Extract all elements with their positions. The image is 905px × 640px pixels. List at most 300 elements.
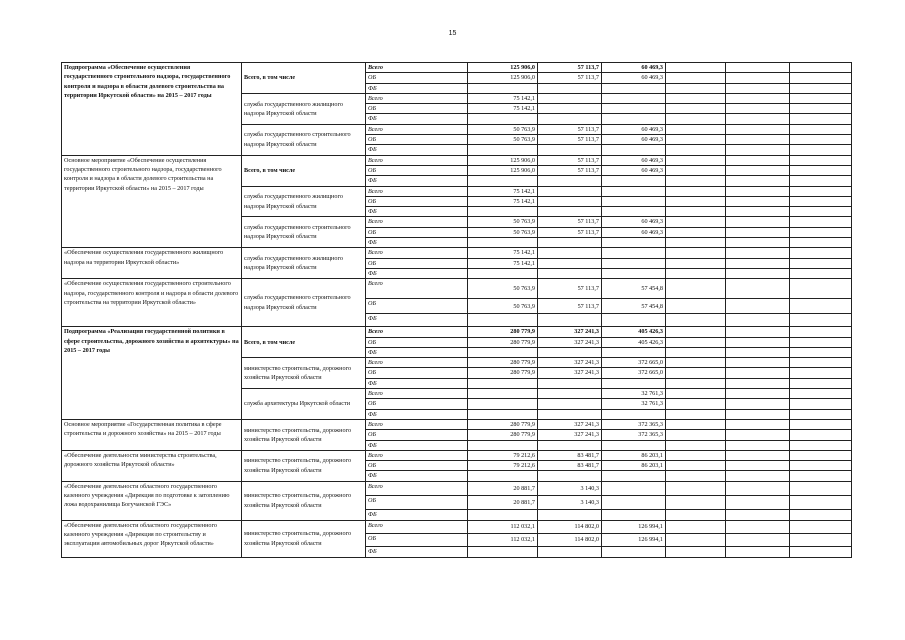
empty-cell <box>790 238 852 248</box>
value-2015-cell: 112 032,1 <box>468 533 538 546</box>
value-2017-cell: 60 469,3 <box>602 155 666 165</box>
empty-cell <box>666 207 726 217</box>
program-name-cell: Подпрограмма «Обеспечение осуществления государственного строительного надзора, государственного контроля и надзора в области долевого строительства на территории Иркутской области» на 2015 – 2017 годы <box>62 63 242 156</box>
value-2017-cell: 372 365,3 <box>602 419 666 429</box>
empty-cell <box>666 186 726 196</box>
executor-cell: служба государственного строительного надзора Иркутской области <box>242 217 366 248</box>
value-2016-cell: 57 113,7 <box>538 217 602 227</box>
empty-cell <box>790 196 852 206</box>
empty-cell <box>790 63 852 73</box>
empty-cell <box>726 389 790 399</box>
empty-cell <box>790 481 852 495</box>
value-2017-cell <box>602 83 666 93</box>
funding-source-cell: Всего <box>366 520 468 533</box>
value-2016-cell <box>538 176 602 186</box>
value-2016-cell: 57 113,7 <box>538 279 602 299</box>
value-2017-cell: 32 761,3 <box>602 389 666 399</box>
funding-source-cell: Всего <box>366 217 468 227</box>
empty-cell <box>666 176 726 186</box>
empty-cell <box>726 227 790 237</box>
empty-cell <box>726 155 790 165</box>
value-2017-cell <box>602 471 666 481</box>
empty-cell <box>790 337 852 347</box>
value-2015-cell <box>468 83 538 93</box>
value-2017-cell: 405 426,3 <box>602 337 666 347</box>
value-2016-cell: 3 140,3 <box>538 481 602 495</box>
table-row <box>62 520 852 533</box>
value-2017-cell: 60 469,3 <box>602 165 666 175</box>
value-2017-cell <box>602 495 666 509</box>
table-row <box>62 248 852 258</box>
value-2017-cell <box>602 409 666 419</box>
funding-source-cell: ОБ <box>366 258 468 268</box>
empty-cell <box>790 104 852 114</box>
empty-cell <box>790 165 852 175</box>
value-2016-cell <box>538 347 602 357</box>
value-2017-cell: 405 426,3 <box>602 327 666 337</box>
empty-cell <box>666 196 726 206</box>
value-2015-cell <box>468 114 538 124</box>
value-2016-cell: 327 241,3 <box>538 337 602 347</box>
value-2016-cell: 83 481,7 <box>538 450 602 460</box>
funding-source-cell: ФБ <box>366 440 468 450</box>
value-2016-cell <box>538 258 602 268</box>
value-2017-cell: 126 994,1 <box>602 520 666 533</box>
value-2015-cell: 50 763,9 <box>468 227 538 237</box>
empty-cell <box>666 238 726 248</box>
funding-source-cell: ФБ <box>366 268 468 278</box>
value-2015-cell: 280 779,9 <box>468 337 538 347</box>
funding-source-cell: ОБ <box>366 461 468 471</box>
empty-cell <box>790 83 852 93</box>
value-2015-cell: 50 763,9 <box>468 217 538 227</box>
funding-source-cell: Всего <box>366 186 468 196</box>
empty-cell <box>790 248 852 258</box>
funding-source-cell: ФБ <box>366 145 468 155</box>
executor-cell: служба государственного жилищного надзора Иркутской области <box>242 186 366 217</box>
empty-cell <box>790 207 852 217</box>
empty-cell <box>790 176 852 186</box>
program-name-cell: «Обеспечение осуществления государственного жилищного надзора на территории Иркутской области» <box>62 248 242 279</box>
empty-cell <box>726 114 790 124</box>
program-name-cell: Основное мероприятие «Обеспечение осуществления государственного строительного надзора, государственного контроля и надзора в области долевого строительства на территории Иркутской области» на 2015 – 2017 годы <box>62 155 242 248</box>
value-2015-cell: 280 779,9 <box>468 419 538 429</box>
table-row <box>62 63 852 73</box>
empty-cell <box>666 358 726 368</box>
value-2015-cell <box>468 347 538 357</box>
executor-cell: Всего, в том числе <box>242 155 366 186</box>
value-2016-cell <box>538 238 602 248</box>
value-2016-cell <box>538 83 602 93</box>
value-2016-cell: 327 241,3 <box>538 368 602 378</box>
funding-source-cell: ОБ <box>366 135 468 145</box>
value-2015-cell <box>468 440 538 450</box>
value-2015-cell: 112 032,1 <box>468 520 538 533</box>
value-2015-cell <box>468 378 538 388</box>
empty-cell <box>666 217 726 227</box>
empty-cell <box>790 135 852 145</box>
value-2016-cell: 57 113,7 <box>538 135 602 145</box>
empty-cell <box>790 93 852 103</box>
value-2015-cell: 75 142,1 <box>468 186 538 196</box>
value-2015-cell: 280 779,9 <box>468 327 538 337</box>
empty-cell <box>790 389 852 399</box>
funding-source-cell: ФБ <box>366 314 468 327</box>
empty-cell <box>726 299 790 314</box>
funding-source-cell: ФБ <box>366 83 468 93</box>
value-2015-cell: 280 779,9 <box>468 430 538 440</box>
empty-cell <box>790 227 852 237</box>
budget-table <box>61 62 852 558</box>
empty-cell <box>726 63 790 73</box>
empty-cell <box>666 314 726 327</box>
empty-cell <box>790 155 852 165</box>
empty-cell <box>790 546 852 557</box>
executor-cell: Всего, в том числе <box>242 63 366 94</box>
funding-source-cell: Всего <box>366 327 468 337</box>
empty-cell <box>790 314 852 327</box>
funding-source-cell: ФБ <box>366 114 468 124</box>
executor-cell: служба архитектуры Иркутской области <box>242 389 366 420</box>
empty-cell <box>726 495 790 509</box>
value-2017-cell: 60 469,3 <box>602 73 666 83</box>
value-2017-cell <box>602 248 666 258</box>
value-2017-cell <box>602 145 666 155</box>
empty-cell <box>726 520 790 533</box>
empty-cell <box>666 104 726 114</box>
empty-cell <box>666 279 726 299</box>
empty-cell <box>666 509 726 520</box>
value-2017-cell <box>602 378 666 388</box>
funding-source-cell: Всего <box>366 248 468 258</box>
empty-cell <box>666 495 726 509</box>
value-2016-cell: 57 113,7 <box>538 165 602 175</box>
empty-cell <box>790 347 852 357</box>
funding-source-cell: ФБ <box>366 546 468 557</box>
funding-source-cell: Всего <box>366 124 468 134</box>
table-row <box>62 419 852 429</box>
empty-cell <box>726 399 790 409</box>
empty-cell <box>726 145 790 155</box>
value-2016-cell <box>538 440 602 450</box>
empty-cell <box>666 461 726 471</box>
empty-cell <box>790 114 852 124</box>
value-2016-cell <box>538 409 602 419</box>
funding-source-cell: ОБ <box>366 368 468 378</box>
empty-cell <box>726 327 790 337</box>
value-2017-cell <box>602 207 666 217</box>
empty-cell <box>666 399 726 409</box>
empty-cell <box>726 186 790 196</box>
table-row <box>62 155 852 165</box>
funding-source-cell: ФБ <box>366 238 468 248</box>
value-2015-cell: 125 906,0 <box>468 165 538 175</box>
empty-cell <box>726 165 790 175</box>
value-2015-cell <box>468 546 538 557</box>
value-2016-cell: 57 113,7 <box>538 155 602 165</box>
value-2016-cell: 114 802,0 <box>538 533 602 546</box>
value-2016-cell: 114 802,0 <box>538 520 602 533</box>
empty-cell <box>666 165 726 175</box>
empty-cell <box>790 440 852 450</box>
empty-cell <box>790 471 852 481</box>
value-2017-cell <box>602 546 666 557</box>
value-2015-cell: 50 763,9 <box>468 279 538 299</box>
value-2016-cell <box>538 248 602 258</box>
table-row <box>62 481 852 495</box>
value-2017-cell: 57 454,8 <box>602 299 666 314</box>
program-name-cell: «Обеспечение деятельности министерства строительства, дорожного хозяйства Иркутской области» <box>62 450 242 481</box>
empty-cell <box>726 430 790 440</box>
value-2017-cell: 372 665,0 <box>602 358 666 368</box>
empty-cell <box>790 461 852 471</box>
value-2016-cell: 57 113,7 <box>538 73 602 83</box>
funding-source-cell: ФБ <box>366 509 468 520</box>
value-2017-cell: 60 469,3 <box>602 227 666 237</box>
program-name-cell: «Обеспечение деятельности областного государственного казенного учреждения «Дирекция по строительству и эксплуатации автомобильных дорог Иркутской области» <box>62 520 242 557</box>
empty-cell <box>726 481 790 495</box>
empty-cell <box>666 378 726 388</box>
empty-cell <box>726 135 790 145</box>
empty-cell <box>666 93 726 103</box>
empty-cell <box>666 471 726 481</box>
value-2016-cell <box>538 509 602 520</box>
value-2016-cell <box>538 114 602 124</box>
executor-cell: Всего, в том числе <box>242 327 366 358</box>
empty-cell <box>666 481 726 495</box>
empty-cell <box>790 378 852 388</box>
value-2016-cell <box>538 399 602 409</box>
value-2017-cell <box>602 258 666 268</box>
empty-cell <box>726 461 790 471</box>
funding-source-cell: Всего <box>366 93 468 103</box>
table-row <box>62 327 852 337</box>
value-2015-cell <box>468 268 538 278</box>
value-2017-cell <box>602 440 666 450</box>
value-2016-cell <box>538 186 602 196</box>
empty-cell <box>666 430 726 440</box>
value-2017-cell: 86 203,1 <box>602 450 666 460</box>
value-2015-cell <box>468 176 538 186</box>
executor-cell: министерство строительства, дорожного хозяйства Иркутской области <box>242 419 366 450</box>
value-2016-cell: 327 241,3 <box>538 327 602 337</box>
value-2015-cell: 280 779,9 <box>468 368 538 378</box>
empty-cell <box>666 63 726 73</box>
empty-cell <box>666 114 726 124</box>
empty-cell <box>726 440 790 450</box>
value-2017-cell: 60 469,3 <box>602 124 666 134</box>
value-2015-cell: 79 212,6 <box>468 450 538 460</box>
value-2017-cell <box>602 347 666 357</box>
value-2015-cell <box>468 509 538 520</box>
value-2017-cell: 372 665,0 <box>602 368 666 378</box>
funding-source-cell: ОБ <box>366 299 468 314</box>
value-2016-cell: 327 241,3 <box>538 430 602 440</box>
empty-cell <box>666 327 726 337</box>
empty-cell <box>726 279 790 299</box>
value-2015-cell <box>468 238 538 248</box>
value-2016-cell <box>538 93 602 103</box>
empty-cell <box>790 419 852 429</box>
empty-cell <box>666 520 726 533</box>
executor-cell: министерство строительства, дорожного хозяйства Иркутской области <box>242 481 366 520</box>
empty-cell <box>726 368 790 378</box>
value-2016-cell: 57 113,7 <box>538 63 602 73</box>
value-2016-cell: 57 113,7 <box>538 124 602 134</box>
value-2017-cell <box>602 314 666 327</box>
empty-cell <box>666 135 726 145</box>
empty-cell <box>726 268 790 278</box>
value-2015-cell <box>468 145 538 155</box>
empty-cell <box>790 450 852 460</box>
value-2016-cell <box>538 196 602 206</box>
empty-cell <box>666 389 726 399</box>
empty-cell <box>790 520 852 533</box>
empty-cell <box>666 368 726 378</box>
empty-cell <box>790 509 852 520</box>
value-2017-cell <box>602 238 666 248</box>
value-2015-cell: 125 906,0 <box>468 73 538 83</box>
empty-cell <box>726 176 790 186</box>
empty-cell <box>790 430 852 440</box>
value-2016-cell: 83 481,7 <box>538 461 602 471</box>
empty-cell <box>726 314 790 327</box>
empty-cell <box>726 238 790 248</box>
value-2017-cell: 372 365,3 <box>602 430 666 440</box>
value-2015-cell <box>468 314 538 327</box>
empty-cell <box>666 409 726 419</box>
empty-cell <box>726 509 790 520</box>
value-2016-cell: 327 241,3 <box>538 358 602 368</box>
value-2016-cell: 327 241,3 <box>538 419 602 429</box>
funding-source-cell: Всего <box>366 279 468 299</box>
value-2016-cell: 57 113,7 <box>538 299 602 314</box>
value-2017-cell <box>602 481 666 495</box>
empty-cell <box>726 450 790 460</box>
funding-source-cell: ФБ <box>366 378 468 388</box>
value-2017-cell <box>602 114 666 124</box>
value-2015-cell: 20 881,7 <box>468 495 538 509</box>
value-2015-cell: 75 142,1 <box>468 196 538 206</box>
value-2015-cell: 125 906,0 <box>468 63 538 73</box>
value-2017-cell: 60 469,3 <box>602 135 666 145</box>
funding-source-cell: ОБ <box>366 73 468 83</box>
empty-cell <box>790 268 852 278</box>
empty-cell <box>666 248 726 258</box>
empty-cell <box>726 93 790 103</box>
value-2015-cell: 75 142,1 <box>468 93 538 103</box>
empty-cell <box>790 145 852 155</box>
page-number: 15 <box>448 30 457 37</box>
value-2016-cell <box>538 104 602 114</box>
empty-cell <box>666 227 726 237</box>
value-2015-cell <box>468 409 538 419</box>
funding-source-cell: ОБ <box>366 533 468 546</box>
value-2015-cell: 50 763,9 <box>468 135 538 145</box>
executor-cell: служба государственного строительного надзора Иркутской области <box>242 124 366 155</box>
value-2016-cell <box>538 145 602 155</box>
empty-cell <box>726 546 790 557</box>
value-2015-cell: 75 142,1 <box>468 248 538 258</box>
value-2017-cell <box>602 509 666 520</box>
funding-source-cell: ОБ <box>366 104 468 114</box>
value-2015-cell: 79 212,6 <box>468 461 538 471</box>
value-2017-cell: 60 469,3 <box>602 63 666 73</box>
funding-source-cell: ФБ <box>366 176 468 186</box>
empty-cell <box>666 450 726 460</box>
value-2017-cell: 126 994,1 <box>602 533 666 546</box>
value-2016-cell <box>538 268 602 278</box>
value-2017-cell <box>602 268 666 278</box>
empty-cell <box>790 399 852 409</box>
funding-source-cell: ОБ <box>366 165 468 175</box>
value-2015-cell: 50 763,9 <box>468 299 538 314</box>
empty-cell <box>726 347 790 357</box>
value-2015-cell <box>468 471 538 481</box>
value-2015-cell: 280 779,9 <box>468 358 538 368</box>
funding-source-cell: ОБ <box>366 495 468 509</box>
empty-cell <box>666 83 726 93</box>
value-2017-cell: 86 203,1 <box>602 461 666 471</box>
empty-cell <box>726 337 790 347</box>
funding-source-cell: ФБ <box>366 409 468 419</box>
empty-cell <box>790 73 852 83</box>
table-row <box>62 279 852 299</box>
empty-cell <box>726 248 790 258</box>
executor-cell: министерство строительства, дорожного хозяйства Иркутской области <box>242 520 366 557</box>
empty-cell <box>790 299 852 314</box>
value-2016-cell <box>538 378 602 388</box>
empty-cell <box>666 124 726 134</box>
table-row <box>62 450 852 460</box>
empty-cell <box>790 409 852 419</box>
empty-cell <box>726 378 790 388</box>
empty-cell <box>790 186 852 196</box>
empty-cell <box>790 533 852 546</box>
empty-cell <box>666 155 726 165</box>
value-2017-cell <box>602 186 666 196</box>
value-2017-cell <box>602 93 666 103</box>
value-2015-cell: 75 142,1 <box>468 258 538 268</box>
executor-cell: министерство строительства, дорожного хозяйства Иркутской области <box>242 450 366 481</box>
funding-source-cell: Всего <box>366 481 468 495</box>
program-name-cell: Подпрограмма «Реализация государственной политики в сфере строительства, дорожного хозяйства и архитектуры» на 2015 – 2017 годы <box>62 327 242 420</box>
empty-cell <box>726 409 790 419</box>
program-name-cell: «Обеспечение деятельности областного государственного казенного учреждения «Дирекция по подготовке к затоплению ложа водохранилища Богучанской ГЭС» <box>62 481 242 520</box>
executor-cell: служба государственного жилищного надзора Иркутской области <box>242 93 366 124</box>
value-2015-cell: 20 881,7 <box>468 481 538 495</box>
empty-cell <box>726 419 790 429</box>
empty-cell <box>790 279 852 299</box>
value-2016-cell: 57 113,7 <box>538 227 602 237</box>
value-2017-cell <box>602 104 666 114</box>
executor-cell: служба государственного жилищного надзора Иркутской области <box>242 248 366 279</box>
empty-cell <box>790 495 852 509</box>
empty-cell <box>726 83 790 93</box>
value-2016-cell <box>538 314 602 327</box>
funding-source-cell: ФБ <box>366 347 468 357</box>
empty-cell <box>790 358 852 368</box>
funding-source-cell: ФБ <box>366 471 468 481</box>
table-body <box>62 63 852 558</box>
executor-cell: министерство строительства, дорожного хозяйства Иркутской области <box>242 358 366 389</box>
value-2016-cell <box>538 207 602 217</box>
empty-cell <box>726 196 790 206</box>
funding-source-cell: ОБ <box>366 337 468 347</box>
value-2017-cell: 57 454,8 <box>602 279 666 299</box>
value-2015-cell <box>468 399 538 409</box>
empty-cell <box>790 368 852 378</box>
